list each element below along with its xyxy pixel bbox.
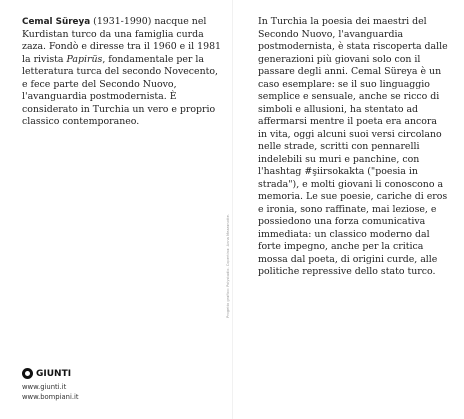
publisher-url-bompiani: www.bompiani.it bbox=[22, 393, 79, 401]
author-name: Cemal Süreya bbox=[22, 17, 91, 27]
author-bio-text bbox=[22, 16, 222, 129]
fold-divider bbox=[232, 0, 233, 419]
author-bio-end: , fondamentale per la letteratura turca del secondo Novecento, e fece parte del Secondo Nuovo, l'avanguardia postmodernista. È considerato in Turchia un vero e proprio classico contemporaneo. bbox=[22, 53, 219, 127]
publisher-logo-text: GIUNTI bbox=[36, 368, 72, 379]
design-credit: Progetto grafico: Polystudio. Copertina: Anna Mezzanotte. bbox=[226, 214, 230, 318]
book-description bbox=[258, 16, 448, 279]
giunti-logo-icon bbox=[22, 368, 33, 379]
author-bio bbox=[22, 16, 222, 129]
publisher-logo bbox=[22, 368, 71, 379]
book-description-text: In Turchia la poesia dei maestri del Secondo Nuovo, l'avanguardia postmodernista, è stata riscoperta dalle generazioni più giovani solo con il passare degli anni. Cemal Süreya è un caso esemplare: se il suo linguaggio semplice e sensuale, anche se ricco di simboli e allusioni, ha stentato ad affermarsi mentre il poeta era ancora in vita, oggi alcuni suoi versi circolano nelle strade, scritti con pennarelli indelebili su muri e panchine, con l'hashtag #şiirsokakta ("poesia in strada"), e molti giovani li conoscono a memoria. Le sue poesie, cariche di eros e ironia, sono raffinate, mai leziose, e possiedono una forza comunicativa immediata: un classico moderno dal forte impegno, anche per la critica mossa dal poeta, di origini curde, alle politiche repressive dello stato turco. bbox=[258, 16, 448, 277]
publisher-url-giunti: www.giunti.it bbox=[22, 383, 67, 391]
magazine-title: Papirüs bbox=[66, 53, 103, 65]
author-bio-body: (1931-1990) nacque nel Kurdistan turco da una famiglia curda zaza. Fondò e diresse tra il 1960 e il 1981 la rivista bbox=[22, 16, 222, 65]
